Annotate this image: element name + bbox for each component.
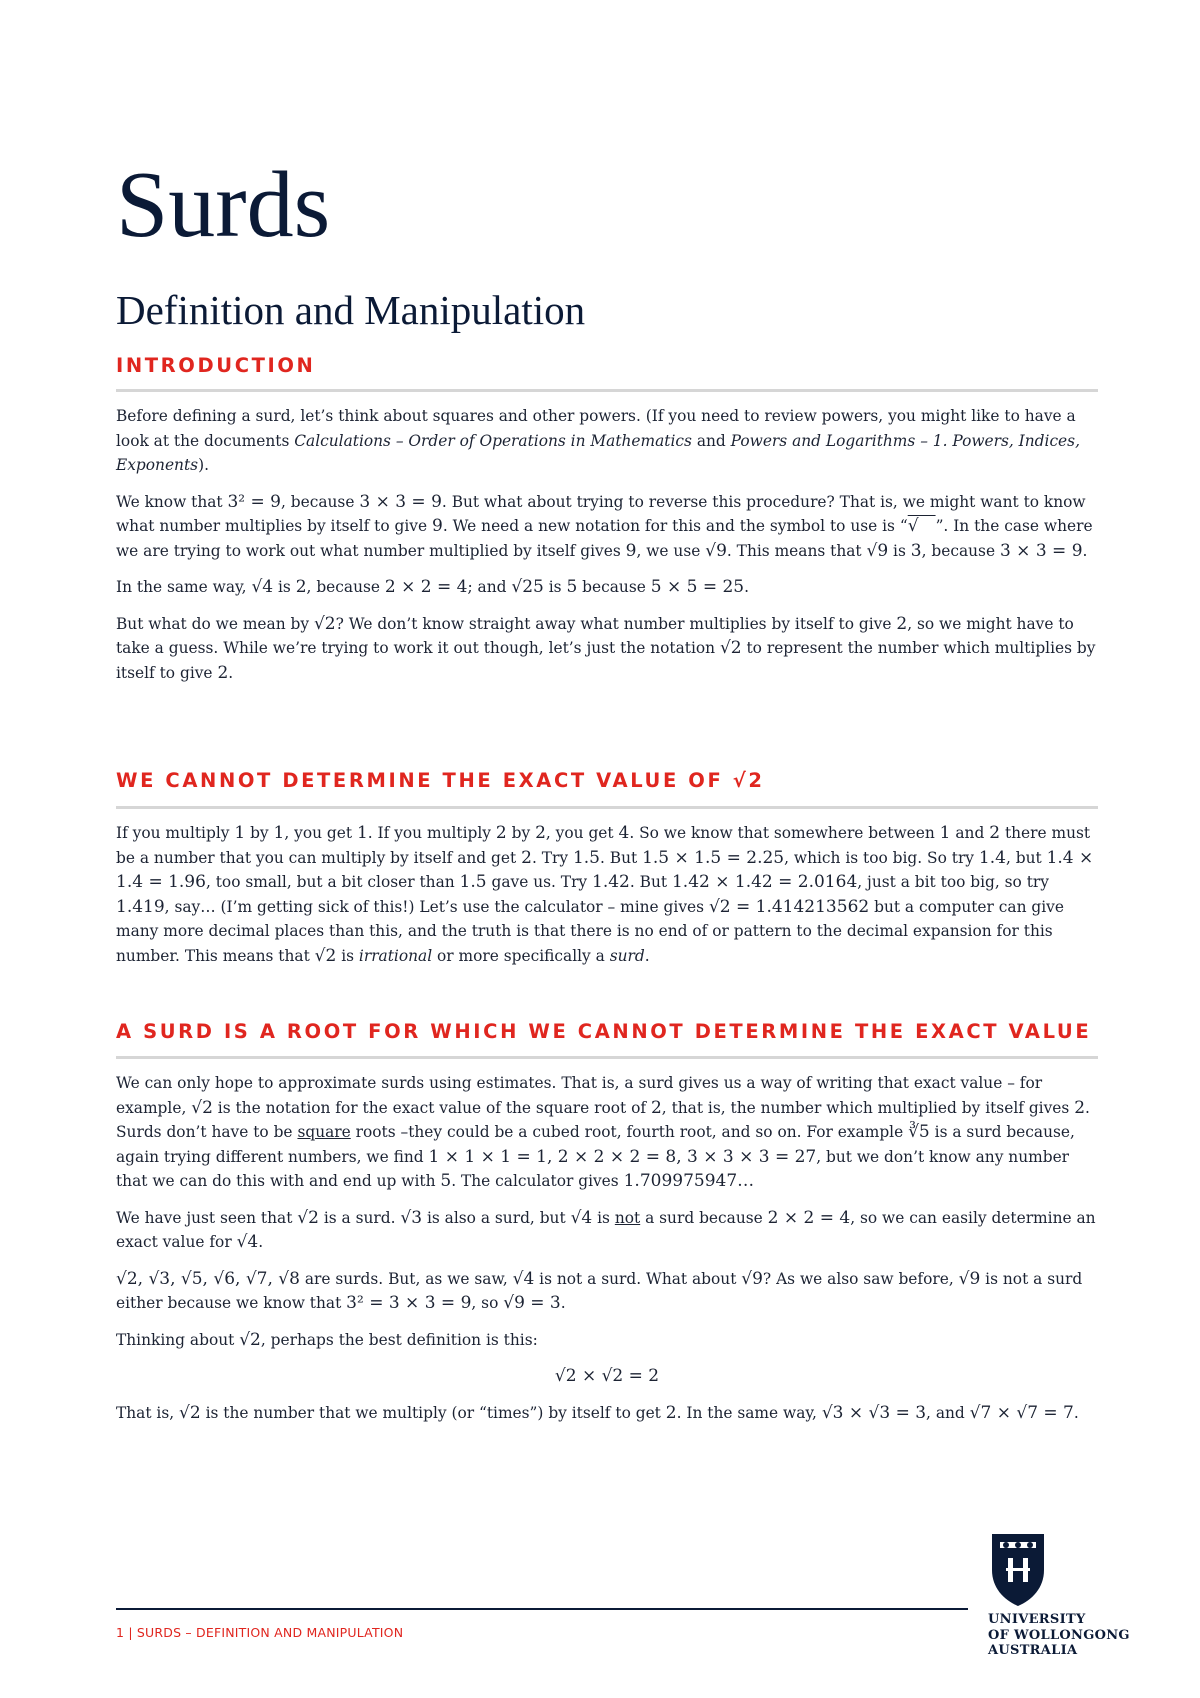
text: . Try: [531, 848, 573, 867]
math: 1.419: [116, 896, 165, 917]
math: 1.709975947…: [623, 1171, 755, 1191]
math: √7 × √7 = 7: [969, 1402, 1074, 1423]
paragraph: [116, 1328, 1098, 1353]
section-heading-exact-value: [116, 771, 765, 791]
footer-divider: [116, 1608, 968, 1610]
surd-definition-body: [116, 1071, 1098, 1437]
paragraph: [116, 612, 1098, 686]
text: a surd because: [640, 1208, 768, 1227]
section-heading-surd-definition: A SURD IS A ROOT FOR WHICH WE CANNOT DETERMINE THE EXACT VALUE: [116, 1020, 1092, 1043]
text: ”. In the case where we are trying to work out what number multiplied by itself gives: [116, 517, 1093, 560]
math: 5: [566, 577, 578, 597]
text: .: [744, 578, 750, 596]
math: 3² = 3 × 3 = 9: [346, 1293, 472, 1313]
text: by: [506, 824, 536, 842]
paragraph: [116, 1206, 1098, 1255]
text: In the same way,: [116, 578, 252, 596]
text: If you multiply: [116, 824, 235, 842]
text: , perhaps the best definition is this:: [260, 1330, 538, 1349]
math: 1.4 × 1.4 = 1.96: [116, 847, 1094, 892]
math: 2: [665, 1402, 677, 1423]
text: , but: [1005, 848, 1047, 867]
text: We know that: [116, 492, 228, 511]
text: .: [1082, 541, 1088, 560]
math: √2: [719, 638, 742, 658]
text: .: [644, 946, 650, 965]
math: 9: [431, 516, 443, 536]
math: 1.5: [572, 847, 600, 868]
math: ∛5: [908, 1122, 930, 1142]
document-reference: Powers and Logarithms – 1. Powers, Indices, Exponents: [116, 431, 1080, 474]
section-divider: [116, 1056, 1098, 1059]
text: . But: [629, 873, 672, 891]
text: ; and: [467, 578, 512, 596]
page-title: Surds: [116, 153, 331, 257]
math: 1: [273, 823, 285, 843]
text: there must be a number that you can multiply by itself and get: [116, 824, 1091, 867]
text: is: [273, 578, 296, 596]
text: , you get: [545, 824, 619, 842]
math: 3: [910, 540, 922, 561]
text: . This means that: [726, 541, 867, 560]
math: √9 = 3: [503, 1293, 561, 1313]
math: √2: [179, 1402, 201, 1423]
text: is: [543, 578, 567, 596]
emphasis: irrational: [358, 946, 433, 965]
text: is: [888, 541, 911, 560]
math: 5 × 5 = 25: [650, 577, 745, 597]
math: √2: [191, 1097, 213, 1118]
text: is also a surd, but: [422, 1208, 571, 1227]
math: 2: [521, 847, 532, 868]
text: is: [336, 946, 359, 965]
math: √2 × √2 = 2: [554, 1366, 660, 1386]
text: and: [950, 824, 990, 842]
text: gave us. Try: [486, 873, 593, 891]
math: 1.5: [459, 872, 487, 892]
math: √2: [314, 945, 337, 966]
wordmark-line: AUSTRALIA: [988, 1643, 1078, 1658]
math: √9: [958, 1268, 981, 1289]
paragraph: [116, 1267, 1098, 1316]
text: .: [560, 1294, 566, 1312]
paragraph: [116, 1071, 1098, 1194]
text: roots –they could be a cubed root, fourth root, and so on. For example: [350, 1123, 909, 1141]
text: , say… (I’m getting sick of this!) Let’s use the calculator – mine gives: [164, 897, 709, 916]
text: . The calculator gives: [451, 1172, 624, 1190]
text: . But what about trying to reverse this procedure? That is, we might want to know what number multiplies by itself to give: [116, 492, 1086, 535]
text: But what do we mean by: [116, 614, 314, 633]
math: 1.42 × 1.42 = 2.0164: [671, 872, 858, 892]
math: 2: [650, 1097, 662, 1118]
text: to represent the number which multiplies by itself to give: [116, 639, 1096, 682]
math: 2: [989, 823, 1001, 843]
math: 2 × 2 = 4: [384, 577, 468, 597]
document-reference: Calculations – Order of Operations in Mathematics: [294, 431, 692, 450]
paragraph: [116, 404, 1098, 478]
section-heading-introduction: INTRODUCTION: [116, 354, 316, 377]
math: 1 × 1 × 1 = 1, 2 × 2 × 2 = 8, 3 × 3 × 3 = 27: [428, 1146, 817, 1167]
text: , so we might have to take a guess. While we’re trying to work it out though, let’s just the notation: [116, 614, 1074, 657]
math: √3 × √3 = 3: [821, 1402, 927, 1423]
paragraph: [116, 1401, 1098, 1426]
text: , but we don’t know any number that we can do this with and end up with: [116, 1147, 1070, 1190]
underlined-text: not: [614, 1208, 641, 1227]
text: , because: [280, 492, 360, 511]
text: is a surd because, again trying different numbers, we find: [116, 1123, 1075, 1166]
math: 2 × 2 = 4: [767, 1207, 851, 1228]
math: √9: [705, 540, 727, 561]
section-divider: [116, 806, 1098, 809]
text: or more specifically a: [432, 946, 610, 965]
text: are surds. But, as we saw,: [299, 1269, 513, 1288]
math: 2: [896, 613, 908, 634]
math: 2: [295, 577, 307, 597]
text: but a computer can give many more decimal places than this, and the truth is that there is no end of or pattern to the decimal expansion for this number. This means that: [116, 897, 1064, 965]
underlined-text: square: [297, 1123, 351, 1141]
university-logo: [988, 1530, 1138, 1670]
text: . But: [599, 848, 643, 867]
math: 1: [356, 823, 368, 843]
text: Before defining a surd, let’s think about squares and other powers. (If you need to review powers, you might like to have a look at the documents: [116, 407, 1076, 450]
page-footer: 1 | SURDS – DEFINITION AND MANIPULATION: [116, 1625, 404, 1640]
math: √4: [236, 1232, 259, 1252]
university-wordmark: [988, 1612, 1130, 1659]
text: . We need a new notation for this and the symbol to use is “: [442, 517, 908, 535]
math: √4: [512, 1268, 535, 1289]
text: , just a bit too big, so try: [857, 873, 1049, 891]
wordmark-line: UNIVERSITY: [988, 1612, 1086, 1627]
math: 1: [234, 823, 246, 843]
math: √2, √3, √5, √6, √7, √8: [116, 1268, 300, 1289]
text: , because: [306, 578, 385, 596]
math: √9: [741, 1268, 763, 1289]
text: , that is, the number which multiplied by itself gives: [661, 1098, 1075, 1117]
paragraph: [116, 575, 1098, 600]
paragraph: [116, 490, 1098, 564]
text: .: [1073, 1403, 1079, 1422]
section-divider: [116, 389, 1098, 392]
math: √2 = 1.414213562: [708, 896, 870, 917]
text: by: [245, 824, 274, 842]
text: We can only hope to approximate surds using estimates. That is, a surd gives us a way of writing that exact value – for example,: [116, 1074, 1043, 1117]
text: ).: [198, 456, 209, 474]
math: 1.42: [592, 872, 630, 892]
paragraph: [116, 821, 1098, 968]
math: 1.4: [978, 847, 1006, 868]
text: is the number that we multiply (or “times”) by itself to get: [200, 1403, 666, 1422]
math: 1: [939, 823, 951, 843]
text: , and: [926, 1403, 970, 1422]
text: is not a surd. What about: [534, 1269, 742, 1288]
math: √3: [400, 1207, 423, 1228]
university-shield-icon: [988, 1530, 1048, 1608]
text: ? We don’t know straight away what number multiplies by itself to give: [335, 614, 897, 633]
text: . In the same way,: [676, 1403, 822, 1422]
emphasis: surd: [609, 946, 645, 965]
page-subtitle: Definition and Manipulation: [116, 287, 586, 333]
heading-text: WE CANNOT DETERMINE THE EXACT VALUE OF: [116, 769, 733, 792]
text: is a surd.: [318, 1208, 401, 1227]
math: 2: [495, 823, 507, 843]
math: 3² = 9: [227, 491, 281, 512]
math: 2: [217, 662, 229, 683]
math: 2: [535, 823, 546, 843]
math: 3 × 3 = 9: [359, 491, 442, 512]
math: √25: [511, 577, 544, 597]
math: 1.5 × 1.5 = 2.25: [642, 847, 785, 868]
introduction-body: [116, 404, 1098, 697]
text: Thinking about: [116, 1330, 240, 1349]
text: .: [228, 663, 234, 682]
text: We have just seen that: [116, 1208, 298, 1227]
wordmark-line: OF WOLLONGONG: [988, 1627, 1130, 1643]
text: is the notation for the exact value of the square root of: [212, 1098, 651, 1117]
text: ? As we also saw before,: [762, 1269, 959, 1288]
text: , so: [471, 1294, 504, 1312]
text: That is,: [116, 1403, 180, 1422]
math: √2: [297, 1207, 319, 1228]
math: √2: [239, 1329, 261, 1350]
math: 9: [625, 540, 637, 561]
text: , which is too big. So try: [784, 848, 979, 867]
text: . If you multiply: [367, 824, 496, 842]
root-symbol: √: [907, 516, 936, 536]
text: , so we can easily determine an exact value for: [116, 1208, 1096, 1251]
heading-math: √2: [732, 769, 765, 792]
text: because: [577, 578, 651, 596]
text: . So we know that somewhere between: [629, 824, 940, 842]
math: 4: [618, 823, 630, 843]
text: , because: [921, 541, 1000, 560]
math: √2: [313, 613, 336, 634]
math: √9: [866, 540, 889, 561]
math: √4: [251, 577, 274, 597]
text: is: [592, 1208, 615, 1227]
math: 3 × 3 = 9: [999, 540, 1083, 561]
text: , too small, but a bit closer than: [205, 873, 460, 891]
text: is not a surd either because we know that: [116, 1269, 1083, 1312]
display-equation: [116, 1364, 1098, 1389]
math: √4: [570, 1207, 593, 1228]
text: . Surds don’t have to be: [116, 1098, 1090, 1141]
math: 5: [440, 1171, 452, 1191]
exact-value-body: [116, 821, 1098, 980]
text: .: [258, 1233, 264, 1251]
text: , we use: [636, 541, 706, 560]
text: , you get: [284, 824, 357, 842]
math: 2: [1074, 1097, 1086, 1118]
text: and: [691, 431, 731, 450]
